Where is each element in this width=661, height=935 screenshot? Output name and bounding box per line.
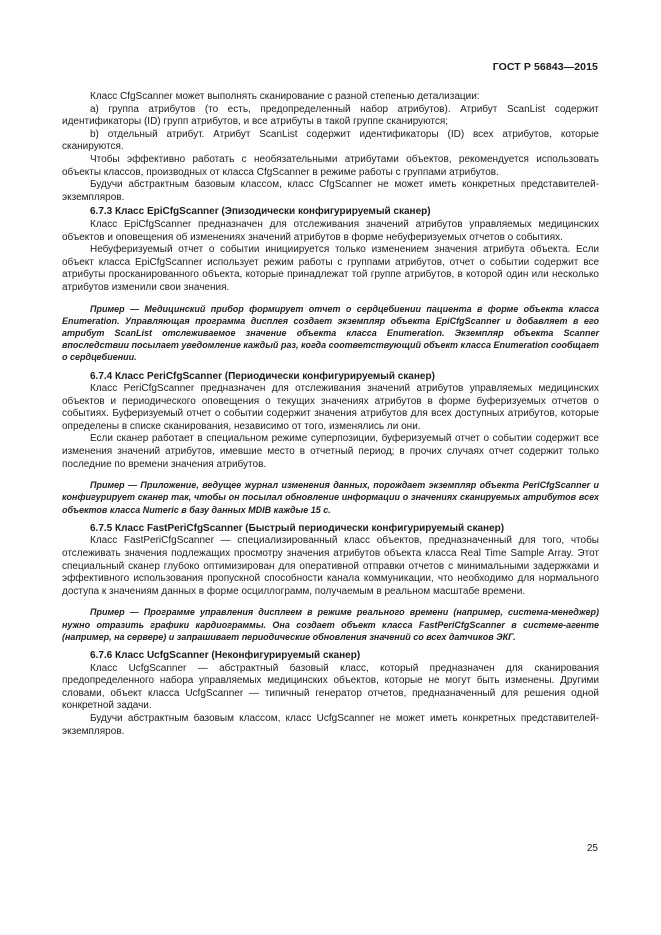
standard-number-header: ГОСТ Р 56843—2015 <box>492 61 598 73</box>
paragraph: Если сканер работает в специальном режиме суперпозиции, буферизуемый отчет о событии содержит все изменения значений атрибутов, имевшие место в отчетный период; в прочих случаях отчет содержит только последние по времени значения атрибутов. <box>62 433 599 470</box>
paragraph: Будучи абстрактным базовым классом, класс CfgScanner не может иметь конкретных представителей-экземпляров. <box>62 179 599 203</box>
example-note: Пример — Медицинский прибор формирует отчет о сердцебиении пациента в форме объекта класса Enumeration. Управляющая программа дисплея создает экземпляр объекта EpiCfgScanner и добавляет в его атрибут ScanList отслеживаемое значение объекта класса Enumeration. Экземпляр объекта Scanner впоследствии посылает уведомление каждый раз, когда соответствующий объект класса Enumeration сообщает о сердцебиении. <box>62 303 599 363</box>
document-body <box>62 91 599 738</box>
list-item-a: a) группа атрибутов (то есть, предопределенный набор атрибутов). Атрибут ScanList содержит идентификаторы (ID) групп атрибутов, и все атрибуты в такой группе сканируются; <box>62 103 599 128</box>
list-item-b: b) отдельный атрибут. Атрибут ScanList содержит идентификаторы (ID) всех атрибутов, которые сканируются. <box>62 128 599 153</box>
example-note: Пример — Приложение, ведущее журнал изменения данных, порождает экземпляр объекта PeriCfgScanner и конфигурирует сканер так, чтобы он посылал обновление информации о значениях сканируемых атрибутов всех объектов класса Numeric в базу данных MDIB каждые 15 с. <box>62 480 599 515</box>
section-heading-6-7-6: 6.7.6 Класс UcfgScanner (Неконфигурируемый сканер) <box>90 650 361 662</box>
paragraph: Класс UcfgScanner — абстрактный базовый класс, который предназначен для сканирования предопределенного набора управляемых медицинских объектов, которые не могут быть изменены. Другими словами, объект класса UcfgScanner — типичный генератор отчетов, предназначенный для решения одной конкретной задачи. <box>62 662 599 712</box>
section-heading-6-7-4: 6.7.4 Класс PeriCfgScanner (Периодически конфигурируемый сканер) <box>90 370 435 382</box>
paragraph: Класс PeriCfgScanner предназначен для отслеживания значений атрибутов управляемых медицинских объектов и периодического оповещения о текущих значениях атрибутов в форме буферизуемых отчетов о событиях. Буферизуемый отчет о событии содержит значения атрибутов для всех доступных атрибутов, которые определены в списке сканирования, независимо от того, изменялись ли они. <box>62 383 599 432</box>
section-heading-6-7-3: 6.7.3 Класс EpiCfgScanner (Эпизодически конфигурируемый сканер) <box>90 206 431 218</box>
page-number: 25 <box>586 843 598 854</box>
paragraph: Небуферизуемый отчет о событии инициируется только изменением значения атрибута объекта. Если объект класса EpiCfgScanner использует режим работы с группами атрибутов, отчет о событии содержит все атрибуты просканированного объекта, которые принадлежат той группе атрибутов, в которой один или несколько атрибутов изменили свои значения. <box>62 244 599 293</box>
paragraph: Класс EpiCfgScanner предназначен для отслеживания значений атрибутов управляемых медицинских объектов и оповещения об изменениях значений атрибутов в форме небуферизуемых отчетов о событиях. <box>62 218 599 243</box>
section-heading-6-7-5: 6.7.5 Класс FastPeriCfgScanner (Быстрый периодически конфигурируемый сканер) <box>90 522 505 534</box>
paragraph: Класс CfgScanner может выполнять сканирование с разной степенью детализации: <box>90 91 480 102</box>
example-note: Пример — Программе управления дисплеем в режиме реального времени (например, система-менеджер) нужно отразить графики кардиограммы. Она создает объект класса FastPeriCfgScanner в системе-агенте (например, на сервере) и запрашивает периодические обновления значений со всех датчиков ЭКГ. <box>62 607 599 642</box>
paragraph: Чтобы эффективно работать с необязательными атрибутами объектов, рекомендуется использовать объекты классов, производных от класса CfgScanner в режиме работы с группами атрибутов. <box>62 153 599 178</box>
paragraph: Класс FastPeriCfgScanner — специализированный класс объектов, предназначенный для того, чтобы отслеживать значения подлежащих просмотру значения атрибутов объекта класса Real Time Sample Array. Этот специальный сканер глубоко оптимизирован для оперативной отправки отчетов с минимальными задержками и эффективного использования пропускной способности канала коммуникации, что необходимо для нормального доступа к значениям данных в форме осциллограмм, получаемым в реальном масштабе времени. <box>62 535 599 597</box>
paragraph: Будучи абстрактным базовым классом, класс UcfgScanner не может иметь конкретных представителей-экземпляров. <box>62 713 599 737</box>
